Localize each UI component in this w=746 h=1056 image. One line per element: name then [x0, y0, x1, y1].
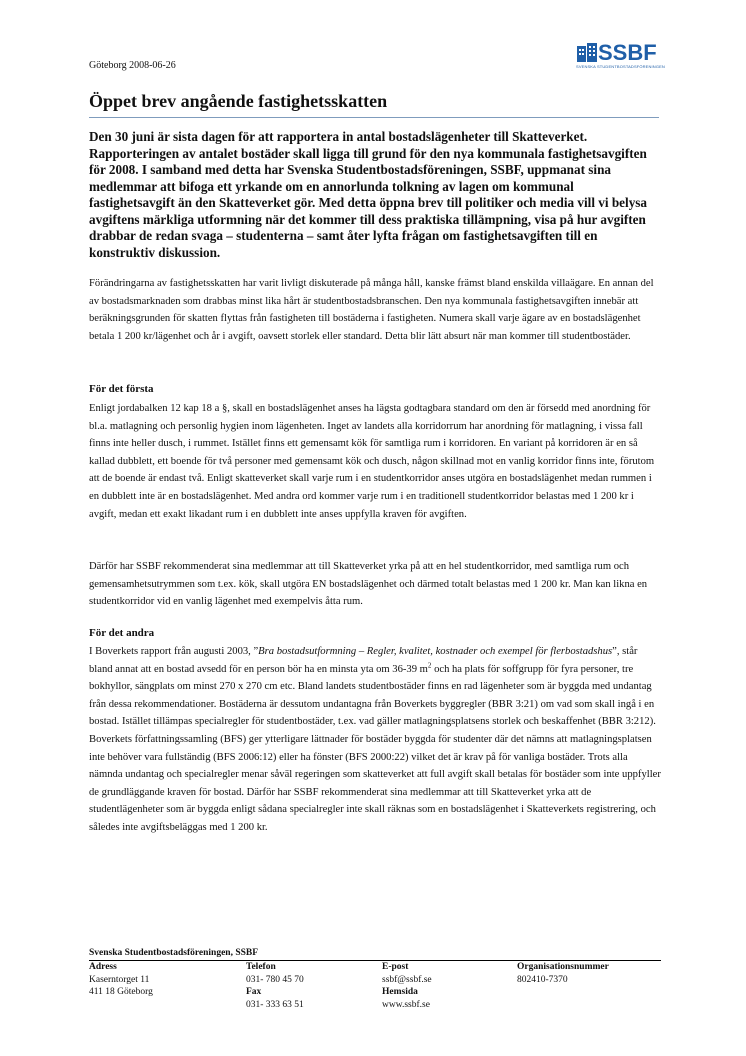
phone-label: Telefon	[246, 962, 276, 972]
orgnr-label: Organisationsnummer	[517, 962, 609, 972]
footer	[89, 948, 661, 1031]
section2-text-end: och ha plats för soffgrupp för fyra personer, tre bokhyllor, sängplats om minst 270 x 270 cm etc. Bland landets studentbostäder finns en rad lägenheter som är byggda med undantag från dessa rekommendationer. Bostäderna är dessutom undantagna från Boverkets byggregler (BBR 3:21) om vad som skall ingå i en bostad. Istället tillämpas specialregler för studentbostäder, t.ex. vad gäller matlagningsplatsens storlek och beskaffenhet (BBR 3:212). Boverkets författningssamling (BFS) ger ytterligare lättnader för bostäder byggda för studenter där det nämns att matlagningsplatsen inte behöver vara fullständig (BFS 2006:12) eller ha fönster (BFS 2000:22) vilket det är krav på för vanliga bostäder. Trots alla nämnda undantag och specialregler menar såväl regeringen som skatteverket att full avgift skall betalas för bostäder som inte uppfyller de grundläggande kraven för bostad. Därför har SSBF rekommenderat sina medlemmar att till Skatteverket yrka att de studentlägenheter som är byggda enligt sådana specialregler inte skall räknas som en bostadslägenhet i Skatteverkets registrering, och således inte avgiftsbeläggas med 1 200 kr.	[89, 663, 661, 833]
email-label: E-post	[382, 962, 409, 972]
logo-tagline: SVENSKA STUDENTBOSTADSFÖRENINGEN	[576, 64, 665, 69]
fax-number: 031- 333 63 51	[246, 999, 304, 1010]
building-logo-icon	[576, 42, 600, 64]
web-label: Hemsida	[382, 987, 418, 997]
section2-heading: För det andra	[89, 627, 155, 639]
orgnr-value: 802410-7370	[517, 974, 568, 985]
letter-date: Göteborg 2008-06-26	[89, 60, 176, 71]
website-link[interactable]: www.ssbf.se	[382, 999, 430, 1010]
footer-address	[89, 961, 153, 999]
section1-paragraph2: Därför har SSBF rekommenderat sina medlemmar att till Skatteverket yrka på att en hel studentkorridor, med samtliga rum och gemensamhetsutrymmen som t.ex. kök, skall utgöra EN bostadslägenhet och därmed totalt belastas med 1 200 kr. Man kan likna en studentkorridor vid en vanlig lägenhet med exempelvis åtta rum.	[89, 561, 648, 608]
address-line2: 411 18 Göteborg	[89, 987, 153, 997]
footer-phone	[246, 961, 304, 1011]
title-divider	[89, 117, 659, 118]
footer-columns	[89, 961, 661, 1031]
footer-contact	[382, 961, 432, 1011]
area-superscript: 2	[427, 661, 432, 670]
fax-label: Fax	[246, 987, 262, 997]
section2-text-start: I Boverkets rapport från augusti 2003, ”	[89, 646, 259, 657]
document-title: Öppet brev angående fastighetsskatten	[89, 91, 388, 111]
footer-org-name: Svenska Studentbostadsföreningen, SSBF	[89, 948, 259, 958]
section2-text-mid: ”, står bland annat att en bostad avsedd för en person bör ha en minsta yta om 36-39 m	[89, 646, 638, 675]
section1-heading: För det första	[89, 383, 154, 395]
phone-number: 031- 780 45 70	[246, 974, 304, 985]
footer-orgnr	[517, 961, 609, 986]
section2-paragraph	[89, 643, 661, 837]
email-link[interactable]: ssbf@ssbf.se	[382, 974, 432, 985]
section1-paragraph1: Enligt jordabalken 12 kap 18 a §, skall en bostadslägenhet anses ha lägsta godtagbara standard om den är försedd med anordning för bl.a. matlagning och personlig hygien inom lägenheten. Inget av landets alla korridorrum har anordning för matlagning, i vissa fall finns inte heller dusch, i rummet. Istället finns ett gemensamt kök för samtliga rum i korridoren. En variant på korridoren är en så kallad dubblett, ett boende för två personer med gemensamt kök och dusch, någon skillnad mot en vanlig korridor finns inte, förutom att de boende är endast två. Enligt skatteverket skall varje rum i en studentkorridor anses utgöra en bostadslägenhet medan rummen i en dubblett inte är en bostadslägenhet. Med andra ord kommer varje rum i en traditionell studentkorridor belastas med 1 200 kr i avgift, medan ett exakt likadant rum i en dubblett inte anses uppfylla kraven för avgiften.	[89, 403, 655, 520]
ssbf-logo	[576, 42, 668, 72]
logo-text: SSBF	[598, 40, 657, 65]
lead-paragraph: Den 30 juni är sista dagen för att rapportera in antal bostadslägenheter till Skatteverket. Rapporteringen av antalet bostäder skall ligga till grund för den nya kommunala fastighetsavgiften för 2008. I samband med detta har Svenska Studentbostadsföreningen, SSBF, uppmanat sina medlemmar att bifoga ett yrkande om en annorlunda tolkning av lagen om kommunal fastighetsavgift än den Skatteverket gör. Med detta öppna brev till politiker och media vill vi belysa avgiftens märkliga utformning när det kommer till dess praktiska tillämpning, visa på hur avgiften drabbar de redan svaga – studenterna – samt åter lyfta frågan om fastighetsavgiften till en konstruktiv diskussion.	[89, 129, 648, 260]
report-title: Bra bostadsutformning – Regler, kvalitet, kostnader och exempel för flerbostadshus	[258, 646, 613, 657]
address-line1: Kaserntorget 11	[89, 974, 150, 985]
address-label: Adress	[89, 962, 117, 972]
intro-paragraph: Förändringarna av fastighetsskatten har varit livligt diskuterade på många håll, kanske främst bland enskilda villaägare. En annan del av bostadsmarknaden som drabbas minst lika hårt är studentbostadsbranschen. Den nya kommunala fastighetsavgiften innebär att beräkningsgrunden för skatten flyttas från fastigheten till bostäderna i fastigheten. Numera skall varje ägare av en bostadslägenhet betala 1 200 kr/lägenhet och år i avgift, oavsett storlek eller standard. Detta blir lätt absurt när man kommer till studentbostäder.	[89, 278, 654, 342]
